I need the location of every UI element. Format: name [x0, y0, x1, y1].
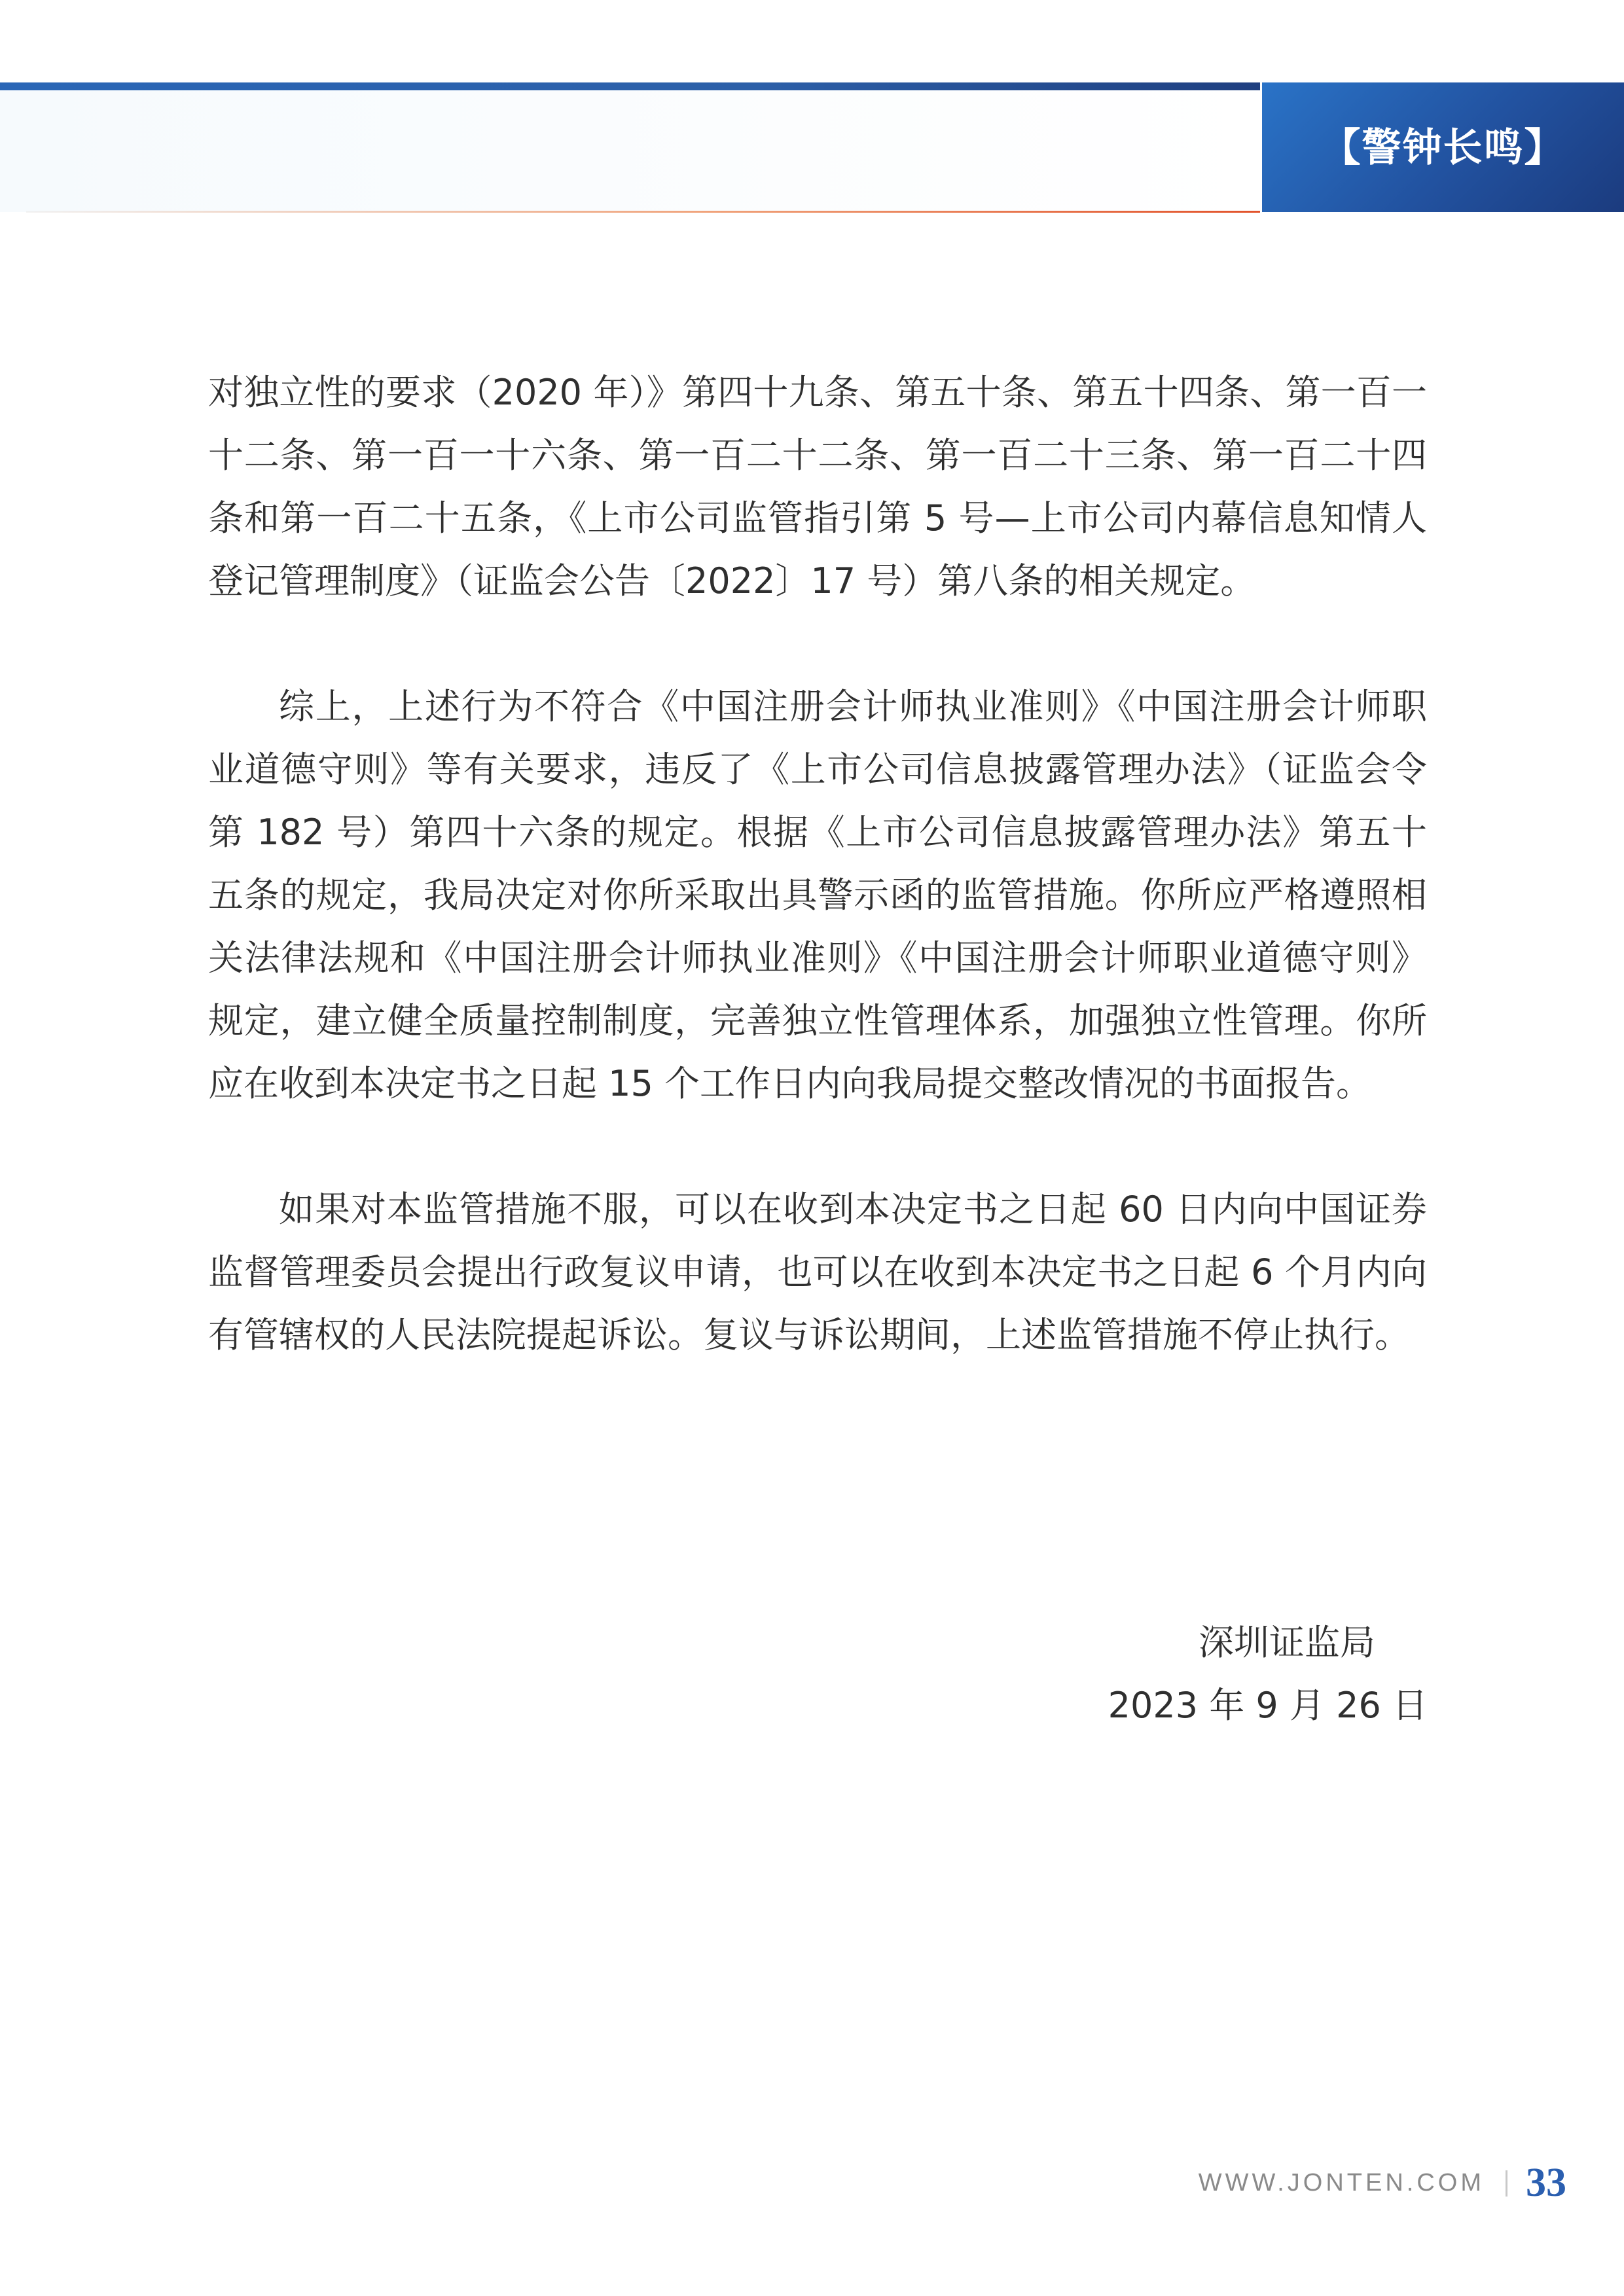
body-text: [208, 361, 1427, 1367]
header-top-rule: [0, 82, 1260, 90]
section-tag-label: 【警钟长鸣】: [1321, 125, 1565, 171]
paragraph-conclusion: 综上，上述行为不符合《中国注册会计师执业准则》《中国注册会计师职业道德守则》等有关要求，违反了《上市公司信息披露管理办法》（证监会令第 182 号）第四十六条的规定。根据《上市公司信息披露管理办法》第五十五条的规定，我局决定对你所采取出具警示函的监管措施。你所应严格遵照相关法律法规和《中国注册会计师执业准则》《中国注册会计师职业道德守则》规定，建立健全质量控制制度，完善独立性管理体系，加强独立性管理。你所应在收到本决定书之日起 15 个工作日内向我局提交整改情况的书面报告。: [208, 686, 1427, 1104]
footer-divider: [1506, 2170, 1507, 2197]
signature-block: [1108, 1611, 1428, 1737]
page-number: 33: [1526, 2161, 1566, 2205]
header-bottom-rule: [26, 211, 1260, 213]
issue-date: 2023 年 9 月 26 日: [1108, 1685, 1428, 1726]
section-tag: [1262, 82, 1624, 212]
page-footer: [1199, 2160, 1566, 2206]
paragraph-continued: 对独立性的要求（2020 年）》第四十九条、第五十条、第五十四条、第一百一十二条、第一百一十六条、第一百二十二条、第一百二十三条、第一百二十四条和第一百二十五条，《上市公司监管指引第 5 号—上市公司内幕信息知情人登记管理制度》（证监会公告〔2022〕17 号）第八条的相关规定。: [208, 372, 1427, 601]
footer-website: WWW.JONTEN.COM: [1198, 2169, 1485, 2197]
issuing-authority: 深圳证监局: [1199, 1622, 1375, 1663]
header-band: [0, 90, 1260, 212]
paragraph-appeal-notice: 如果对本监管措施不服，可以在收到本决定书之日起 60 日内向中国证券监督管理委员会提出行政复议申请，也可以在收到本决定书之日起 6 个月内向有管辖权的人民法院提起诉讼。复议与诉讼期间，上述监管措施不停止执行。: [208, 1189, 1427, 1355]
